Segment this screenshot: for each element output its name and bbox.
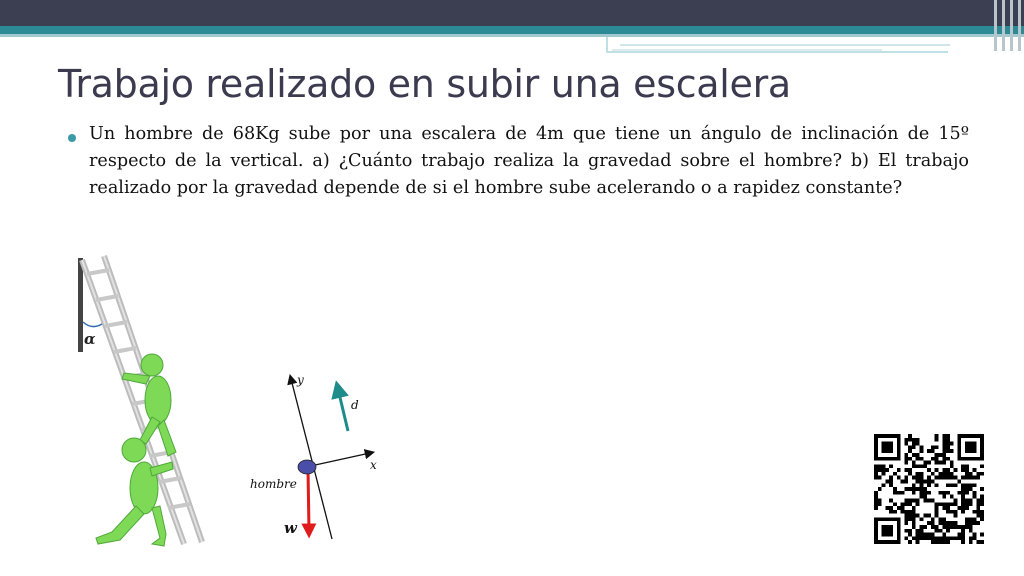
body-dot — [298, 460, 316, 474]
problem-statement: Un hombre de 68Kg sube por una escalera de 4m que tiene un ángulo de inclinación de 15º respecto de la vertical. a) ¿Cuánto trabajo realiza la gravedad sobre el hombre? b) El trabajo realizado por la gravedad depende de si el hombre sube acelerando o a rapidez constante? — [89, 124, 969, 198]
ladder-climbers-illustration — [72, 252, 212, 552]
x-axis-label: x — [370, 458, 377, 472]
top-bar — [0, 0, 1024, 26]
y-axis-label: y — [297, 373, 304, 387]
force-diagram — [240, 365, 390, 545]
bullet-icon — [68, 134, 76, 142]
qr-code — [874, 434, 984, 544]
displacement-label: d — [351, 398, 359, 412]
decorative-line — [612, 49, 882, 51]
displacement-arrow — [338, 389, 348, 431]
decorative-stripes — [990, 0, 1024, 51]
weight-label: w — [284, 519, 297, 537]
decorative-line — [620, 44, 950, 46]
wall-icon — [78, 258, 83, 352]
angle-label: α — [84, 330, 96, 348]
body-label: hombre — [250, 477, 297, 491]
weight-arrow — [308, 469, 309, 531]
angle-arc — [83, 322, 102, 327]
slide-title: Trabajo realizado en subir una escalera — [58, 62, 791, 106]
teal-band — [0, 26, 1024, 34]
qr-code-icon — [874, 434, 984, 544]
y-axis — [291, 379, 332, 539]
